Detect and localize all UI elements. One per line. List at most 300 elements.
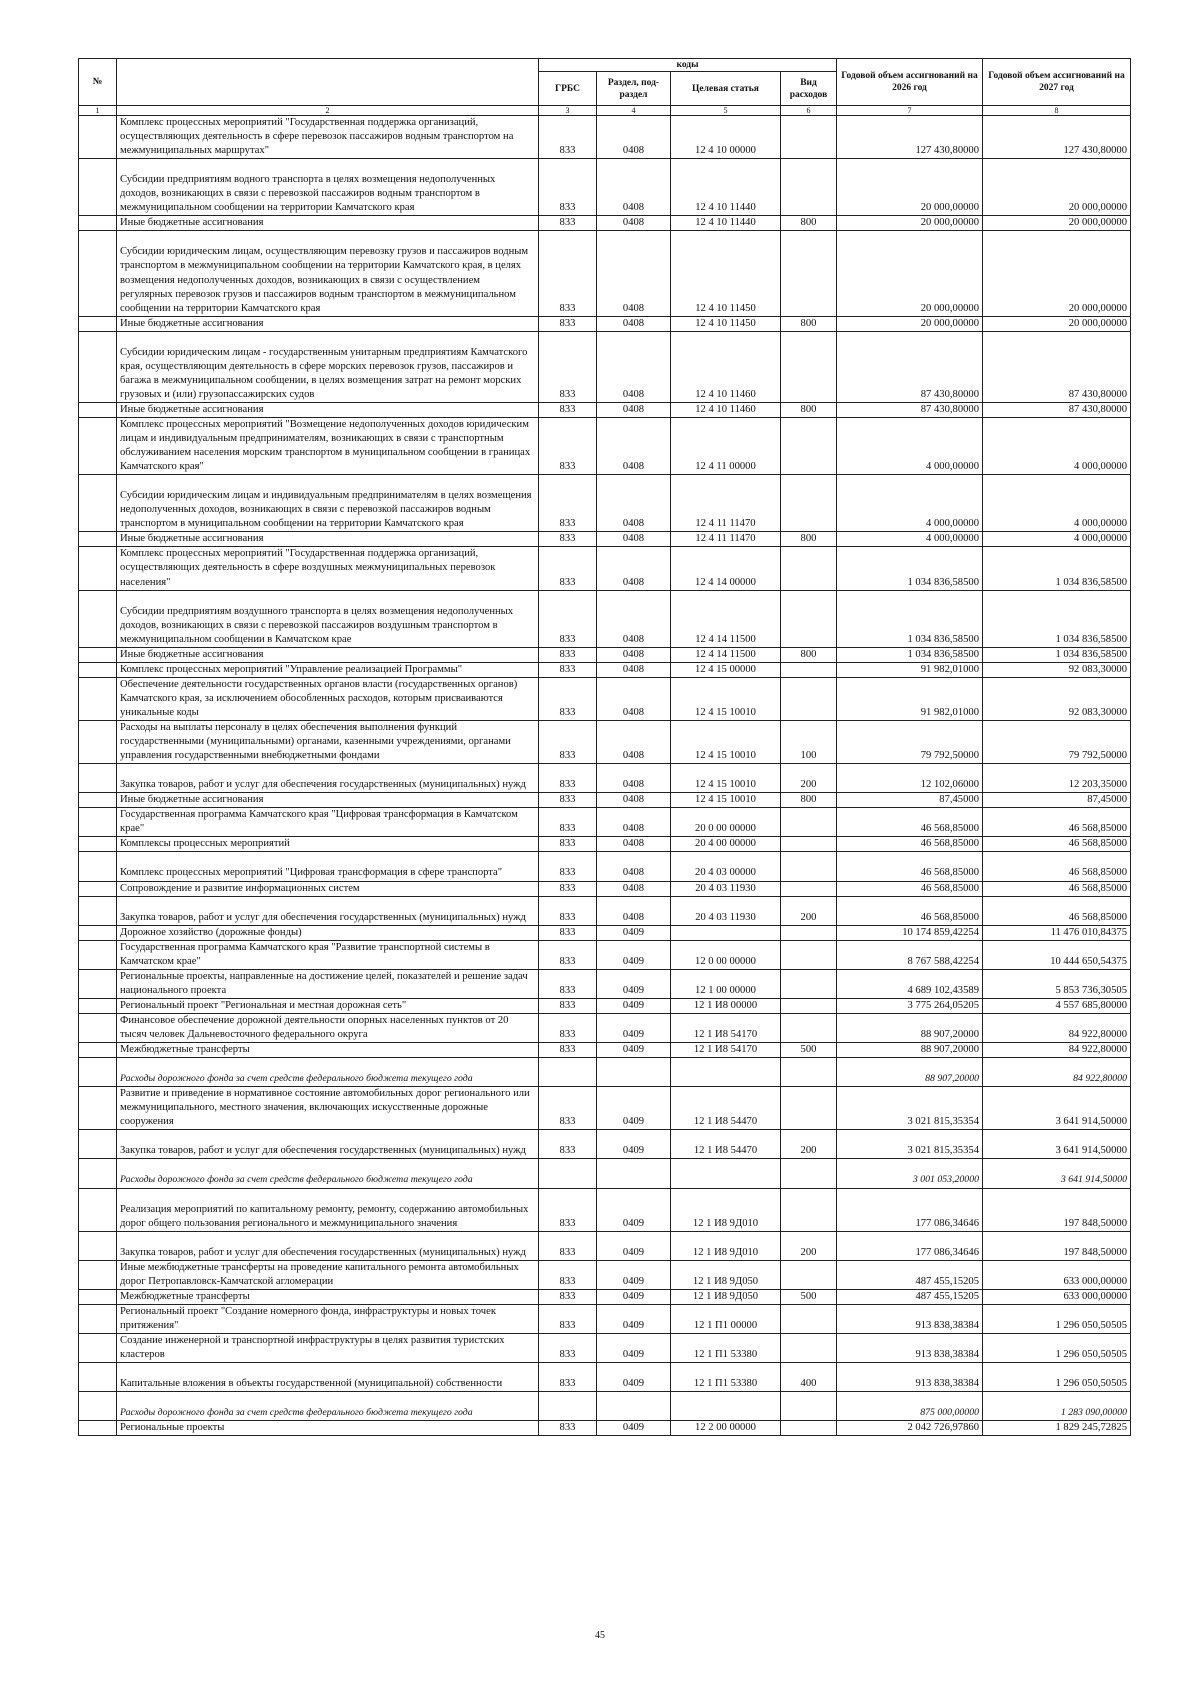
budget-sheet: [78, 58, 1130, 1436]
row-number: [79, 1087, 117, 1130]
row-target: 20 4 03 00000: [671, 852, 781, 881]
header-name: [117, 59, 539, 106]
row-target: 12 4 14 00000: [671, 547, 781, 590]
table-row: [79, 1363, 1131, 1392]
budget-table: [78, 58, 1131, 1436]
row-vol2027: 1 829 245,72825: [983, 1421, 1131, 1436]
row-exp-type: [781, 1392, 837, 1421]
row-name: Региональный проект "Региональная и местная дорожная сеть": [117, 998, 539, 1013]
row-exp-type: 500: [781, 1043, 837, 1058]
header-num: №: [79, 59, 117, 106]
table-row: [79, 925, 1131, 940]
table-row: [79, 998, 1131, 1013]
row-exp-type: [781, 1421, 837, 1436]
table-row: [79, 1013, 1131, 1042]
row-section: 0408: [597, 793, 671, 808]
row-section: 0408: [597, 677, 671, 720]
row-exp-type: 200: [781, 896, 837, 925]
row-section: 0408: [597, 662, 671, 677]
row-grbs: 833: [539, 881, 597, 896]
row-section: 0408: [597, 896, 671, 925]
table-row: [79, 331, 1131, 402]
index-cell: 8: [983, 106, 1131, 116]
row-exp-type: 800: [781, 532, 837, 547]
header-target: Целевая статья: [671, 72, 781, 106]
row-vol2026: 20 000,00000: [837, 316, 983, 331]
row-exp-type: 800: [781, 402, 837, 417]
row-vol2026: 46 568,85000: [837, 896, 983, 925]
row-number: [79, 940, 117, 969]
row-vol2027: 633 000,00000: [983, 1260, 1131, 1289]
row-section: 0409: [597, 1043, 671, 1058]
row-section: 0408: [597, 402, 671, 417]
row-section: 0408: [597, 159, 671, 216]
row-name: Комплекс процессных мероприятий "Государственная поддержка организаций, осуществляющих деятельность в сфере воздушных межмуниципальных перевозок населения": [117, 547, 539, 590]
row-vol2027: 197 848,50000: [983, 1188, 1131, 1231]
row-target: 12 4 15 10010: [671, 677, 781, 720]
row-section: 0409: [597, 1188, 671, 1231]
table-row: [79, 1043, 1131, 1058]
row-exp-type: 200: [781, 1231, 837, 1260]
row-exp-type: [781, 231, 837, 316]
row-exp-type: [781, 837, 837, 852]
row-section: 0409: [597, 1421, 671, 1436]
row-target: [671, 1392, 781, 1421]
row-vol2027: 46 568,85000: [983, 852, 1131, 881]
row-target: 12 4 10 11450: [671, 231, 781, 316]
row-target: 12 1 И8 54170: [671, 1013, 781, 1042]
row-target: 12 1 И8 9Д050: [671, 1289, 781, 1304]
row-vol2027: 46 568,85000: [983, 896, 1131, 925]
row-exp-type: [781, 1188, 837, 1231]
row-exp-type: [781, 418, 837, 475]
row-name: Закупка товаров, работ и услуг для обеспечения государственных (муниципальных) нужд: [117, 764, 539, 793]
row-vol2026: 12 102,06000: [837, 764, 983, 793]
row-grbs: 833: [539, 1363, 597, 1392]
row-number: [79, 925, 117, 940]
row-exp-type: [781, 590, 837, 647]
row-target: 12 1 И8 00000: [671, 998, 781, 1013]
row-vol2026: 91 982,01000: [837, 662, 983, 677]
row-name: Расходы дорожного фонда за счет средств федерального бюджета текущего года: [117, 1392, 539, 1421]
table-row: [79, 1159, 1131, 1188]
row-section: 0409: [597, 1363, 671, 1392]
row-exp-type: 800: [781, 793, 837, 808]
table-row: [79, 547, 1131, 590]
row-grbs: 833: [539, 1188, 597, 1231]
row-grbs: 833: [539, 998, 597, 1013]
row-name: Капитальные вложения в объекты государственной (муниципальной) собственности: [117, 1363, 539, 1392]
row-vol2026: 91 982,01000: [837, 677, 983, 720]
row-name: Закупка товаров, работ и услуг для обеспечения государственных (муниципальных) нужд: [117, 1130, 539, 1159]
row-vol2027: 46 568,85000: [983, 881, 1131, 896]
row-number: [79, 1333, 117, 1362]
row-section: 0409: [597, 1289, 671, 1304]
row-target: 12 4 15 00000: [671, 662, 781, 677]
row-target: 20 0 00 00000: [671, 808, 781, 837]
row-grbs: 833: [539, 331, 597, 402]
row-exp-type: 100: [781, 721, 837, 764]
row-target: 12 1 П1 53380: [671, 1333, 781, 1362]
table-row: [79, 532, 1131, 547]
row-name: Реализация мероприятий по капитальному ремонту, ремонту, содержанию автомобильных дорог общего пользования регионального и межмуниципального значения: [117, 1188, 539, 1231]
row-target: 12 4 11 00000: [671, 418, 781, 475]
row-grbs: 833: [539, 1130, 597, 1159]
row-section: 0408: [597, 231, 671, 316]
row-vol2027: 4 000,00000: [983, 475, 1131, 532]
row-section: 0408: [597, 418, 671, 475]
row-section: 0409: [597, 1304, 671, 1333]
row-target: 12 4 14 11500: [671, 590, 781, 647]
row-name: Расходы на выплаты персоналу в целях обеспечения выполнения функций государственными (муниципальными) органами, казенными учреждениями, органами управления государственными внебюджетными фондами: [117, 721, 539, 764]
row-section: 0408: [597, 216, 671, 231]
table-row: [79, 881, 1131, 896]
row-section: 0408: [597, 532, 671, 547]
row-exp-type: [781, 940, 837, 969]
row-section: 0408: [597, 331, 671, 402]
table-row: [79, 1421, 1131, 1436]
row-section: [597, 1159, 671, 1188]
row-vol2027: 92 083,30000: [983, 662, 1131, 677]
row-target: 12 1 И8 54470: [671, 1130, 781, 1159]
index-cell: 7: [837, 106, 983, 116]
row-exp-type: [781, 969, 837, 998]
row-grbs: 833: [539, 647, 597, 662]
row-number: [79, 1304, 117, 1333]
row-grbs: 833: [539, 216, 597, 231]
row-grbs: 833: [539, 1013, 597, 1042]
row-target: 12 1 П1 00000: [671, 1304, 781, 1333]
table-row: [79, 418, 1131, 475]
row-grbs: 833: [539, 764, 597, 793]
row-grbs: 833: [539, 852, 597, 881]
row-vol2026: 20 000,00000: [837, 231, 983, 316]
row-vol2027: 3 641 914,50000: [983, 1087, 1131, 1130]
row-grbs: [539, 1058, 597, 1087]
row-name: Субсидии предприятиям воздушного транспорта в целях возмещения недополученных доходов, возникающих в связи с перевозкой пассажиров воздушным транспортом в межмуниципальном сообщении в Камчатском крае: [117, 590, 539, 647]
row-vol2026: 1 034 836,58500: [837, 590, 983, 647]
row-name: Расходы дорожного фонда за счет средств федерального бюджета текущего года: [117, 1058, 539, 1087]
table-row: [79, 852, 1131, 881]
header-vol2026: Годовой объем ассигнований на 2026 год: [837, 59, 983, 106]
row-grbs: 833: [539, 1289, 597, 1304]
table-row: [79, 231, 1131, 316]
row-name: Субсидии юридическим лицам, осуществляющим перевозку грузов и пассажиров водным транспортом в межмуниципальном сообщении на территории Камчатского края, в целях возмещения недополученных доходов, возникающих в связи с осуществлением регулярных перевозок грузов и пассажиров водным транспортом в межмуниципальном сообщении на территории Камчатского края: [117, 231, 539, 316]
row-target: 12 4 10 11460: [671, 331, 781, 402]
row-number: [79, 532, 117, 547]
row-vol2027: 3 641 914,50000: [983, 1130, 1131, 1159]
row-exp-type: [781, 1058, 837, 1087]
row-vol2026: 88 907,20000: [837, 1043, 983, 1058]
row-vol2027: 1 034 836,58500: [983, 590, 1131, 647]
table-row: [79, 1087, 1131, 1130]
row-section: 0408: [597, 881, 671, 896]
row-section: 0408: [597, 721, 671, 764]
row-grbs: 833: [539, 837, 597, 852]
row-number: [79, 837, 117, 852]
row-number: [79, 1159, 117, 1188]
row-name: Субсидии предприятиям водного транспорта в целях возмещения недополученных доходов, возникающих в связи с перевозкой пассажиров водным транспортом в межмуниципальном сообщении на территории Камчатского края: [117, 159, 539, 216]
row-grbs: 833: [539, 677, 597, 720]
row-number: [79, 1188, 117, 1231]
row-target: [671, 1058, 781, 1087]
row-vol2026: 875 000,00000: [837, 1392, 983, 1421]
row-target: 12 1 И8 54470: [671, 1087, 781, 1130]
row-grbs: 833: [539, 721, 597, 764]
row-name: Комплексы процессных мероприятий: [117, 837, 539, 852]
row-number: [79, 764, 117, 793]
row-name: Финансовое обеспечение дорожной деятельности опорных населенных пунктов от 20 тысяч человек Дальневосточного федерального округа: [117, 1013, 539, 1042]
row-vol2027: 1 034 836,58500: [983, 547, 1131, 590]
row-exp-type: [781, 998, 837, 1013]
row-vol2027: 1 296 050,50505: [983, 1304, 1131, 1333]
table-row: [79, 1304, 1131, 1333]
row-vol2026: 4 000,00000: [837, 475, 983, 532]
row-exp-type: [781, 662, 837, 677]
row-vol2026: 46 568,85000: [837, 808, 983, 837]
row-target: 12 4 15 10010: [671, 793, 781, 808]
row-vol2026: 79 792,50000: [837, 721, 983, 764]
table-row: [79, 1231, 1131, 1260]
row-exp-type: [781, 808, 837, 837]
row-target: 12 1 И8 9Д010: [671, 1231, 781, 1260]
row-exp-type: [781, 881, 837, 896]
index-cell: 5: [671, 106, 781, 116]
row-vol2026: 3 021 815,35354: [837, 1130, 983, 1159]
row-section: 0409: [597, 940, 671, 969]
row-target: 12 4 11 11470: [671, 532, 781, 547]
row-grbs: 833: [539, 1304, 597, 1333]
page-number: 45: [595, 1630, 605, 1641]
row-section: 0408: [597, 547, 671, 590]
row-section: 0409: [597, 1013, 671, 1042]
index-cell: 1: [79, 106, 117, 116]
row-section: 0409: [597, 998, 671, 1013]
row-section: 0409: [597, 1333, 671, 1362]
row-vol2027: 12 203,35000: [983, 764, 1131, 793]
row-name: Развитие и приведение в нормативное состояние автомобильных дорог регионального или межмуниципального, местного значения, включающих искусственные дорожные сооружения: [117, 1087, 539, 1130]
index-cell: 4: [597, 106, 671, 116]
index-cell: 6: [781, 106, 837, 116]
row-target: 12 4 14 11500: [671, 647, 781, 662]
table-row: [79, 969, 1131, 998]
table-body: [79, 116, 1131, 1436]
row-vol2027: 20 000,00000: [983, 216, 1131, 231]
row-grbs: 833: [539, 662, 597, 677]
row-vol2026: 1 034 836,58500: [837, 547, 983, 590]
row-exp-type: [781, 159, 837, 216]
row-name: Иные бюджетные ассигнования: [117, 316, 539, 331]
row-target: 12 1 00 00000: [671, 969, 781, 998]
table-row: [79, 808, 1131, 837]
row-number: [79, 1421, 117, 1436]
row-target: 12 0 00 00000: [671, 940, 781, 969]
table-row: [79, 316, 1131, 331]
row-grbs: 833: [539, 475, 597, 532]
row-section: 0409: [597, 1130, 671, 1159]
table-row: [79, 793, 1131, 808]
row-grbs: 833: [539, 808, 597, 837]
row-vol2026: 2 042 726,97860: [837, 1421, 983, 1436]
table-row: [79, 1289, 1131, 1304]
row-vol2027: 10 444 650,54375: [983, 940, 1131, 969]
row-name: Комплекс процессных мероприятий "Возмещение недополученных доходов юридическим лицам и индивидуальным предпринимателям, возникающих в связи с транспортным обслуживанием населения морским транспортом в муниципальном сообщении в границах Камчатского края": [117, 418, 539, 475]
row-target: 12 1 П1 53380: [671, 1363, 781, 1392]
row-exp-type: [781, 1087, 837, 1130]
row-exp-type: 800: [781, 216, 837, 231]
index-cell: 2: [117, 106, 539, 116]
row-number: [79, 721, 117, 764]
row-vol2027: 1 296 050,50505: [983, 1363, 1131, 1392]
row-vol2027: 87 430,80000: [983, 331, 1131, 402]
row-name: Создание инженерной и транспортной инфраструктуры в целях развития туристских кластеров: [117, 1333, 539, 1362]
row-number: [79, 1392, 117, 1421]
row-name: Иные межбюджетные трансферты на проведение капитального ремонта автомобильных дорог Петропавловск-Камчатской агломерации: [117, 1260, 539, 1289]
row-vol2027: 197 848,50000: [983, 1231, 1131, 1260]
row-number: [79, 547, 117, 590]
row-vol2026: 46 568,85000: [837, 837, 983, 852]
header-grbs: ГРБС: [539, 72, 597, 106]
row-section: 0408: [597, 475, 671, 532]
row-name: Субсидии юридическим лицам и индивидуальным предпринимателям в целях возмещения недополученных доходов, возникающих в связи с перевозкой пассажиров водным транспортом в муниципальном сообщении на территории Камчатского края: [117, 475, 539, 532]
table-row: [79, 1333, 1131, 1362]
row-vol2026: 913 838,38384: [837, 1333, 983, 1362]
row-target: [671, 925, 781, 940]
row-exp-type: [781, 925, 837, 940]
row-grbs: 833: [539, 1333, 597, 1362]
row-vol2026: 3 001 053,20000: [837, 1159, 983, 1188]
row-vol2027: 87,45000: [983, 793, 1131, 808]
row-vol2026: 20 000,00000: [837, 159, 983, 216]
row-name: Иные бюджетные ассигнования: [117, 402, 539, 417]
row-exp-type: [781, 677, 837, 720]
row-grbs: 833: [539, 969, 597, 998]
row-vol2027: 127 430,80000: [983, 116, 1131, 159]
row-name: Иные бюджетные ассигнования: [117, 647, 539, 662]
row-grbs: 833: [539, 793, 597, 808]
row-grbs: 833: [539, 925, 597, 940]
row-vol2027: 20 000,00000: [983, 231, 1131, 316]
row-vol2026: 177 086,34646: [837, 1231, 983, 1260]
row-number: [79, 793, 117, 808]
row-vol2026: 913 838,38384: [837, 1363, 983, 1392]
row-vol2026: 8 767 588,42254: [837, 940, 983, 969]
row-name: Закупка товаров, работ и услуг для обеспечения государственных (муниципальных) нужд: [117, 1231, 539, 1260]
row-exp-type: [781, 475, 837, 532]
table-row: [79, 402, 1131, 417]
row-grbs: 833: [539, 1421, 597, 1436]
row-exp-type: [781, 331, 837, 402]
row-target: 12 4 10 11440: [671, 159, 781, 216]
header-exp-type: Вид расходов: [781, 72, 837, 106]
row-number: [79, 475, 117, 532]
row-number: [79, 116, 117, 159]
row-section: 0408: [597, 764, 671, 793]
row-vol2027: 84 922,80000: [983, 1013, 1131, 1042]
row-name: Субсидии юридическим лицам - государственным унитарным предприятиям Камчатского края, осуществляющим деятельность в сфере морских перевозок грузов, пассажиров и багажа в межмуниципальном сообщении, в целях возмещения затрат на ремонт морских грузовых и (или) грузопассажирских судов: [117, 331, 539, 402]
row-number: [79, 1013, 117, 1042]
row-grbs: 833: [539, 1087, 597, 1130]
table-row: [79, 216, 1131, 231]
table-row: [79, 475, 1131, 532]
row-vol2027: 4 000,00000: [983, 532, 1131, 547]
row-name: Иные бюджетные ассигнования: [117, 216, 539, 231]
row-exp-type: 200: [781, 1130, 837, 1159]
row-exp-type: [781, 852, 837, 881]
row-vol2027: 46 568,85000: [983, 808, 1131, 837]
row-grbs: 833: [539, 590, 597, 647]
row-section: 0408: [597, 647, 671, 662]
row-target: 12 4 10 00000: [671, 116, 781, 159]
row-name: Межбюджетные трансферты: [117, 1289, 539, 1304]
row-target: [671, 1159, 781, 1188]
row-exp-type: [781, 1260, 837, 1289]
row-vol2026: 46 568,85000: [837, 881, 983, 896]
row-section: [597, 1058, 671, 1087]
row-section: 0408: [597, 316, 671, 331]
row-grbs: 833: [539, 1231, 597, 1260]
row-exp-type: 200: [781, 764, 837, 793]
row-vol2027: 1 296 050,50505: [983, 1333, 1131, 1362]
header-codes: коды: [539, 59, 837, 72]
row-vol2027: 4 557 685,80000: [983, 998, 1131, 1013]
row-section: 0408: [597, 808, 671, 837]
table-row: [79, 662, 1131, 677]
row-section: 0408: [597, 590, 671, 647]
row-number: [79, 590, 117, 647]
row-vol2026: 10 174 859,42254: [837, 925, 983, 940]
row-grbs: 833: [539, 896, 597, 925]
row-number: [79, 662, 117, 677]
row-vol2027: 84 922,80000: [983, 1058, 1131, 1087]
index-cell: 3: [539, 106, 597, 116]
row-number: [79, 1260, 117, 1289]
row-number: [79, 896, 117, 925]
table-row: [79, 647, 1131, 662]
table-row: [79, 1188, 1131, 1231]
row-vol2026: 46 568,85000: [837, 852, 983, 881]
row-vol2026: 487 455,15205: [837, 1260, 983, 1289]
row-target: 12 1 И8 9Д050: [671, 1260, 781, 1289]
row-exp-type: 800: [781, 647, 837, 662]
row-section: [597, 1392, 671, 1421]
row-grbs: 833: [539, 547, 597, 590]
row-section: 0408: [597, 837, 671, 852]
row-target: 12 4 10 11440: [671, 216, 781, 231]
row-grbs: 833: [539, 940, 597, 969]
row-exp-type: [781, 116, 837, 159]
row-exp-type: 400: [781, 1363, 837, 1392]
row-number: [79, 677, 117, 720]
row-vol2027: 92 083,30000: [983, 677, 1131, 720]
row-target: 12 1 И8 9Д010: [671, 1188, 781, 1231]
row-name: Закупка товаров, работ и услуг для обеспечения государственных (муниципальных) нужд: [117, 896, 539, 925]
row-section: 0409: [597, 1260, 671, 1289]
row-number: [79, 852, 117, 881]
row-name: Региональные проекты, направленные на достижение целей, показателей и решение задач национального проекта: [117, 969, 539, 998]
row-number: [79, 402, 117, 417]
row-vol2026: 487 455,15205: [837, 1289, 983, 1304]
header-vol2027: Годовой объем ассигнований на 2027 год: [983, 59, 1131, 106]
row-target: 12 4 10 11450: [671, 316, 781, 331]
row-section: 0408: [597, 116, 671, 159]
row-grbs: 833: [539, 532, 597, 547]
row-vol2027: 20 000,00000: [983, 159, 1131, 216]
row-name: Иные бюджетные ассигнования: [117, 793, 539, 808]
row-target: 12 2 00 00000: [671, 1421, 781, 1436]
row-exp-type: [781, 1159, 837, 1188]
row-number: [79, 969, 117, 998]
